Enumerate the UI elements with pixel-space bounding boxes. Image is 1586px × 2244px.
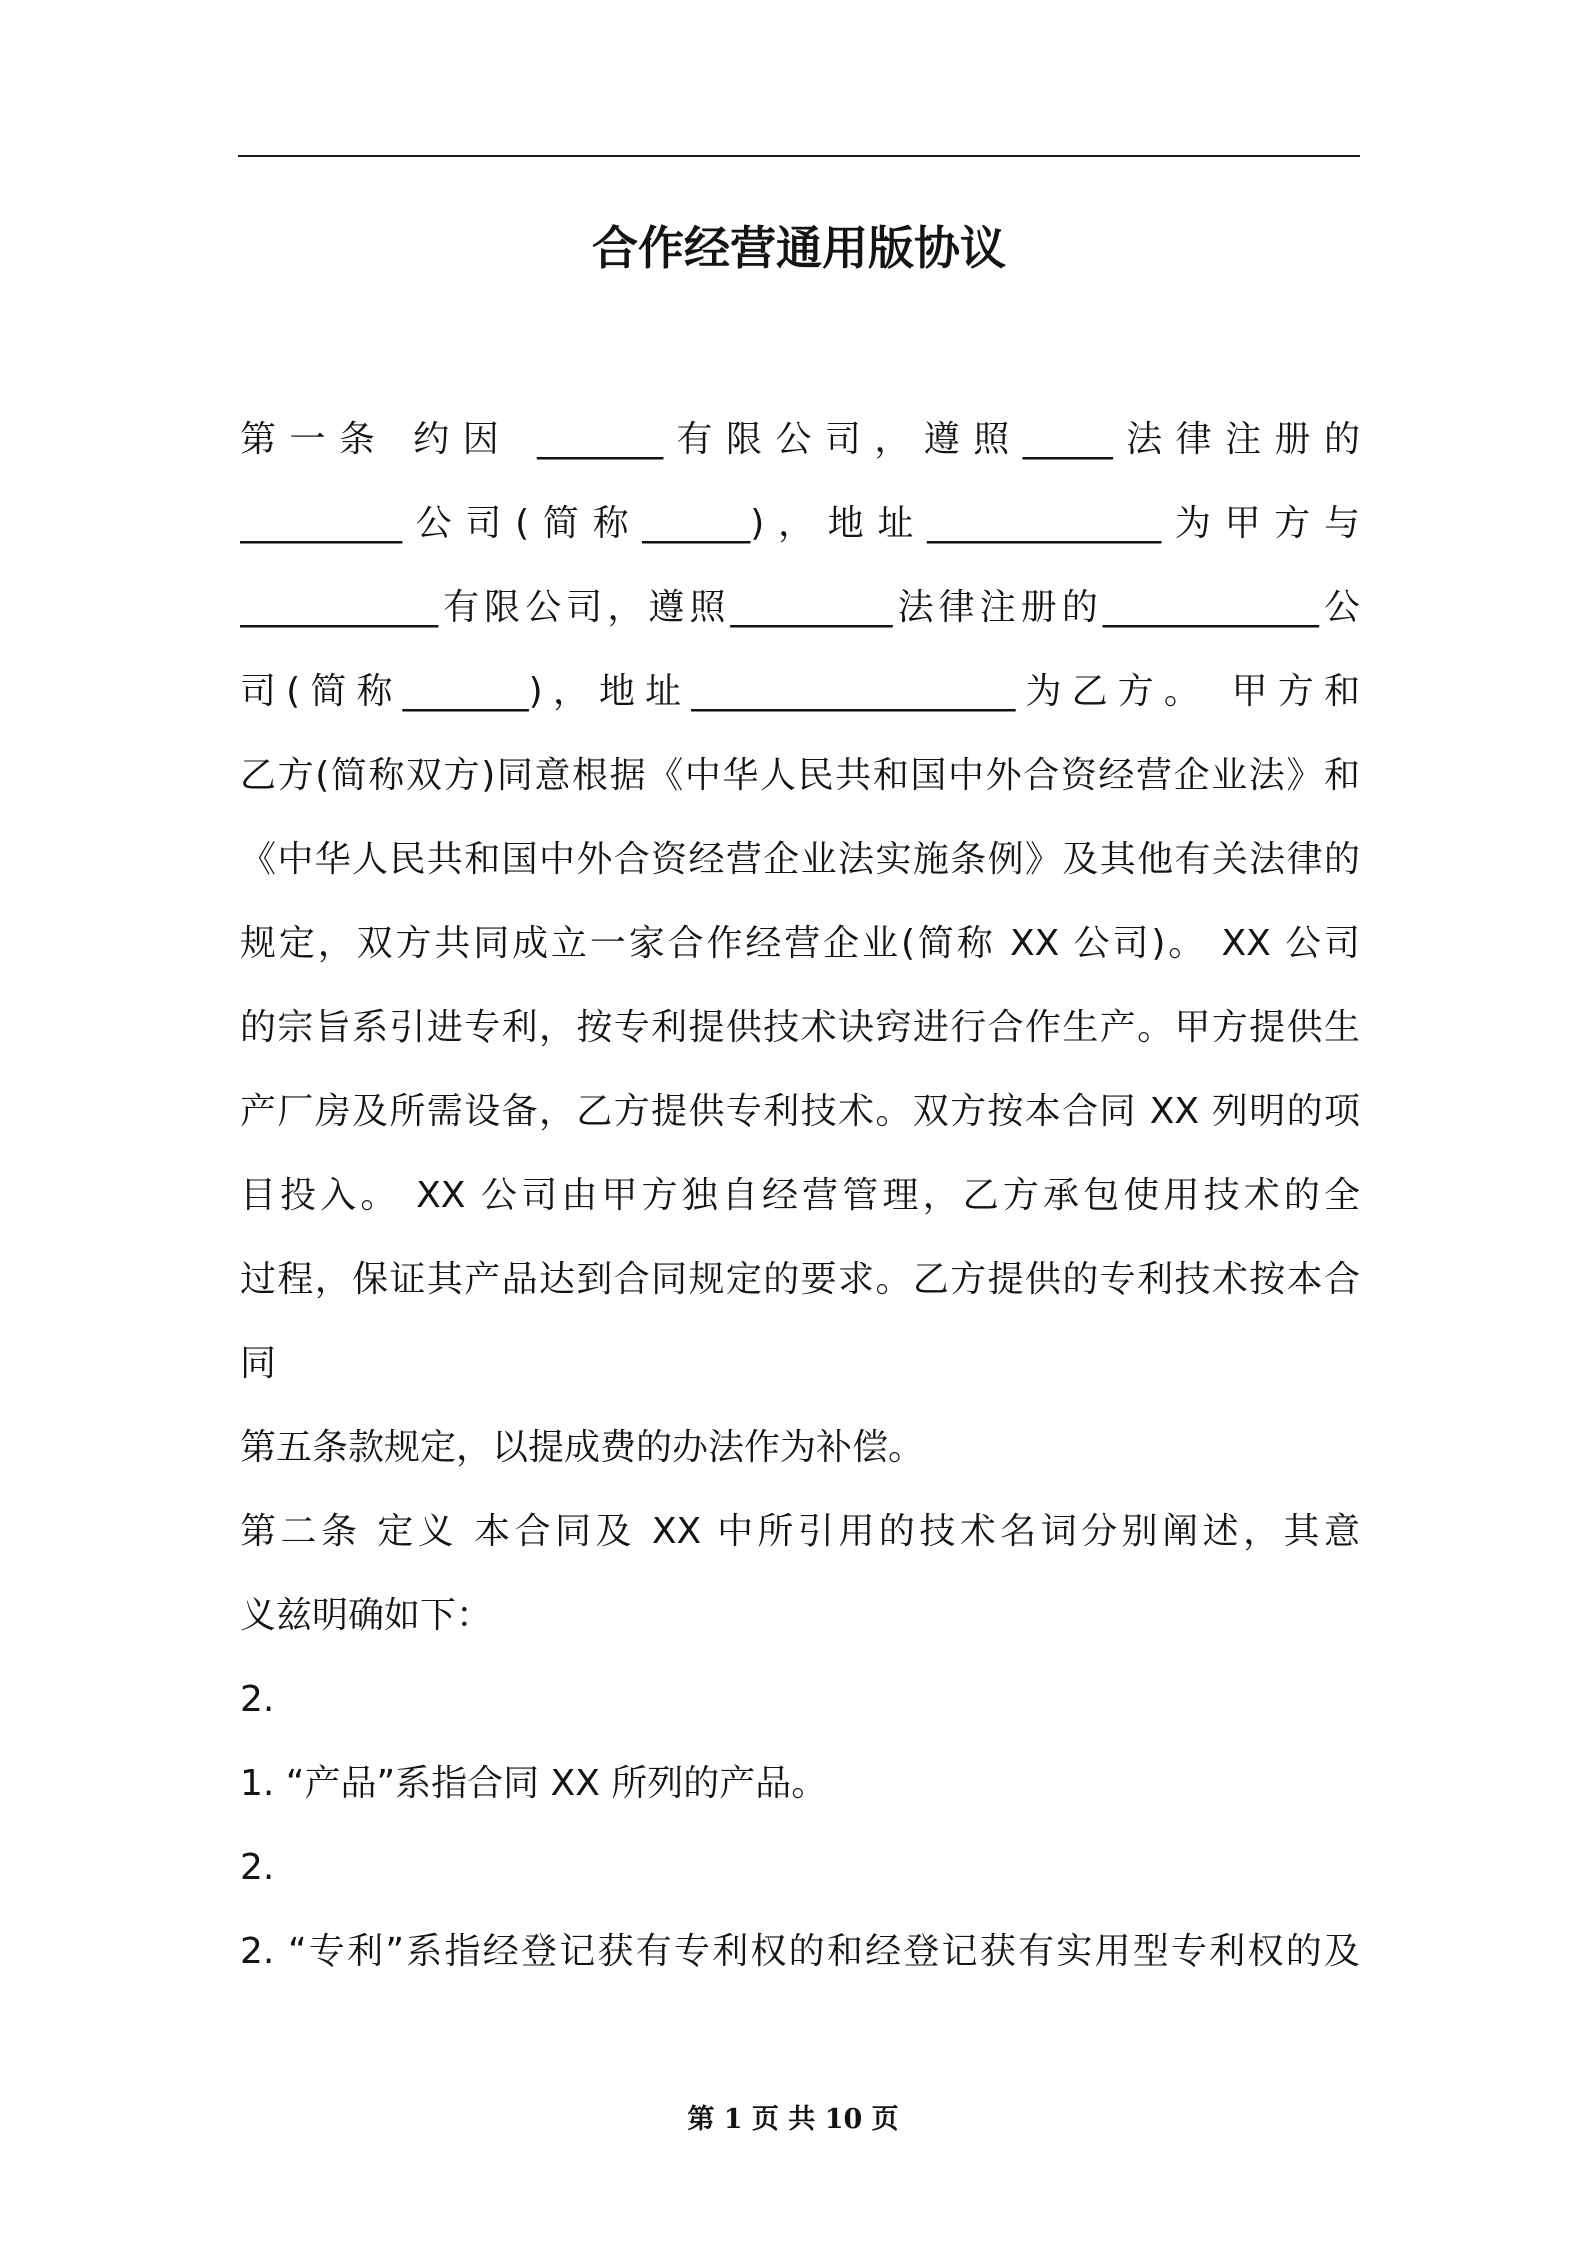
- header-rule: [238, 155, 1360, 157]
- body-line: 义兹明确如下：: [240, 1595, 493, 1636]
- body-line: 2.: [240, 1847, 275, 1888]
- body-line: 1. “产品”系指合同 XX 所列的产品。: [240, 1763, 828, 1804]
- body-line: 同: [240, 1343, 277, 1384]
- body-line: 第二条 定义 本合同及 XX 中所引用的技术名词分别阐述，其意: [240, 1511, 1360, 1552]
- body-line: 目投入。 XX 公司由甲方独自经营管理，乙方承包使用技术的全: [240, 1175, 1360, 1216]
- page-footer: 第 1 页 共 10 页: [687, 2104, 899, 2135]
- document-body: [240, 398, 1360, 1994]
- body-line: 2.: [240, 1679, 275, 1720]
- body-line: 2. “专利”系指经登记获有专利权的和经登记获有实用型专利权的及: [240, 1931, 1360, 1972]
- body-line: 过程，保证其产品达到合同规定的要求。乙方提供的专利技术按本合: [240, 1259, 1360, 1300]
- body-line: _________公司(简称______)，地址_____________为甲方与: [240, 503, 1360, 544]
- body-line: 乙方(简称双方)同意根据《中华人民共和国中外合资经营企业法》和: [240, 755, 1360, 796]
- body-line: 《中华人民共和国中外合资经营企业法实施条例》及其他有关法律的: [240, 839, 1360, 880]
- document-title: 合作经营通用版协议: [592, 221, 1006, 275]
- body-line: ___________有限公司，遵照_________法律注册的____________公: [240, 587, 1360, 628]
- body-line: 司(简称_______)，地址__________________为乙方。 甲方和: [240, 671, 1360, 712]
- body-line: 产厂房及所需设备，乙方提供专利技术。双方按本合同 XX 列明的项: [240, 1091, 1360, 1132]
- body-line: 第一条 约因 _______有限公司，遵照_____法律注册的: [240, 419, 1360, 460]
- body-line: 第五条款规定，以提成费的办法作为补偿。: [240, 1427, 925, 1468]
- body-line: 规定，双方共同成立一家合作经营企业(简称 XX 公司)。 XX 公司: [240, 923, 1360, 964]
- body-line: 的宗旨系引进专利，按专利提供技术诀窍进行合作生产。甲方提供生: [240, 1007, 1360, 1048]
